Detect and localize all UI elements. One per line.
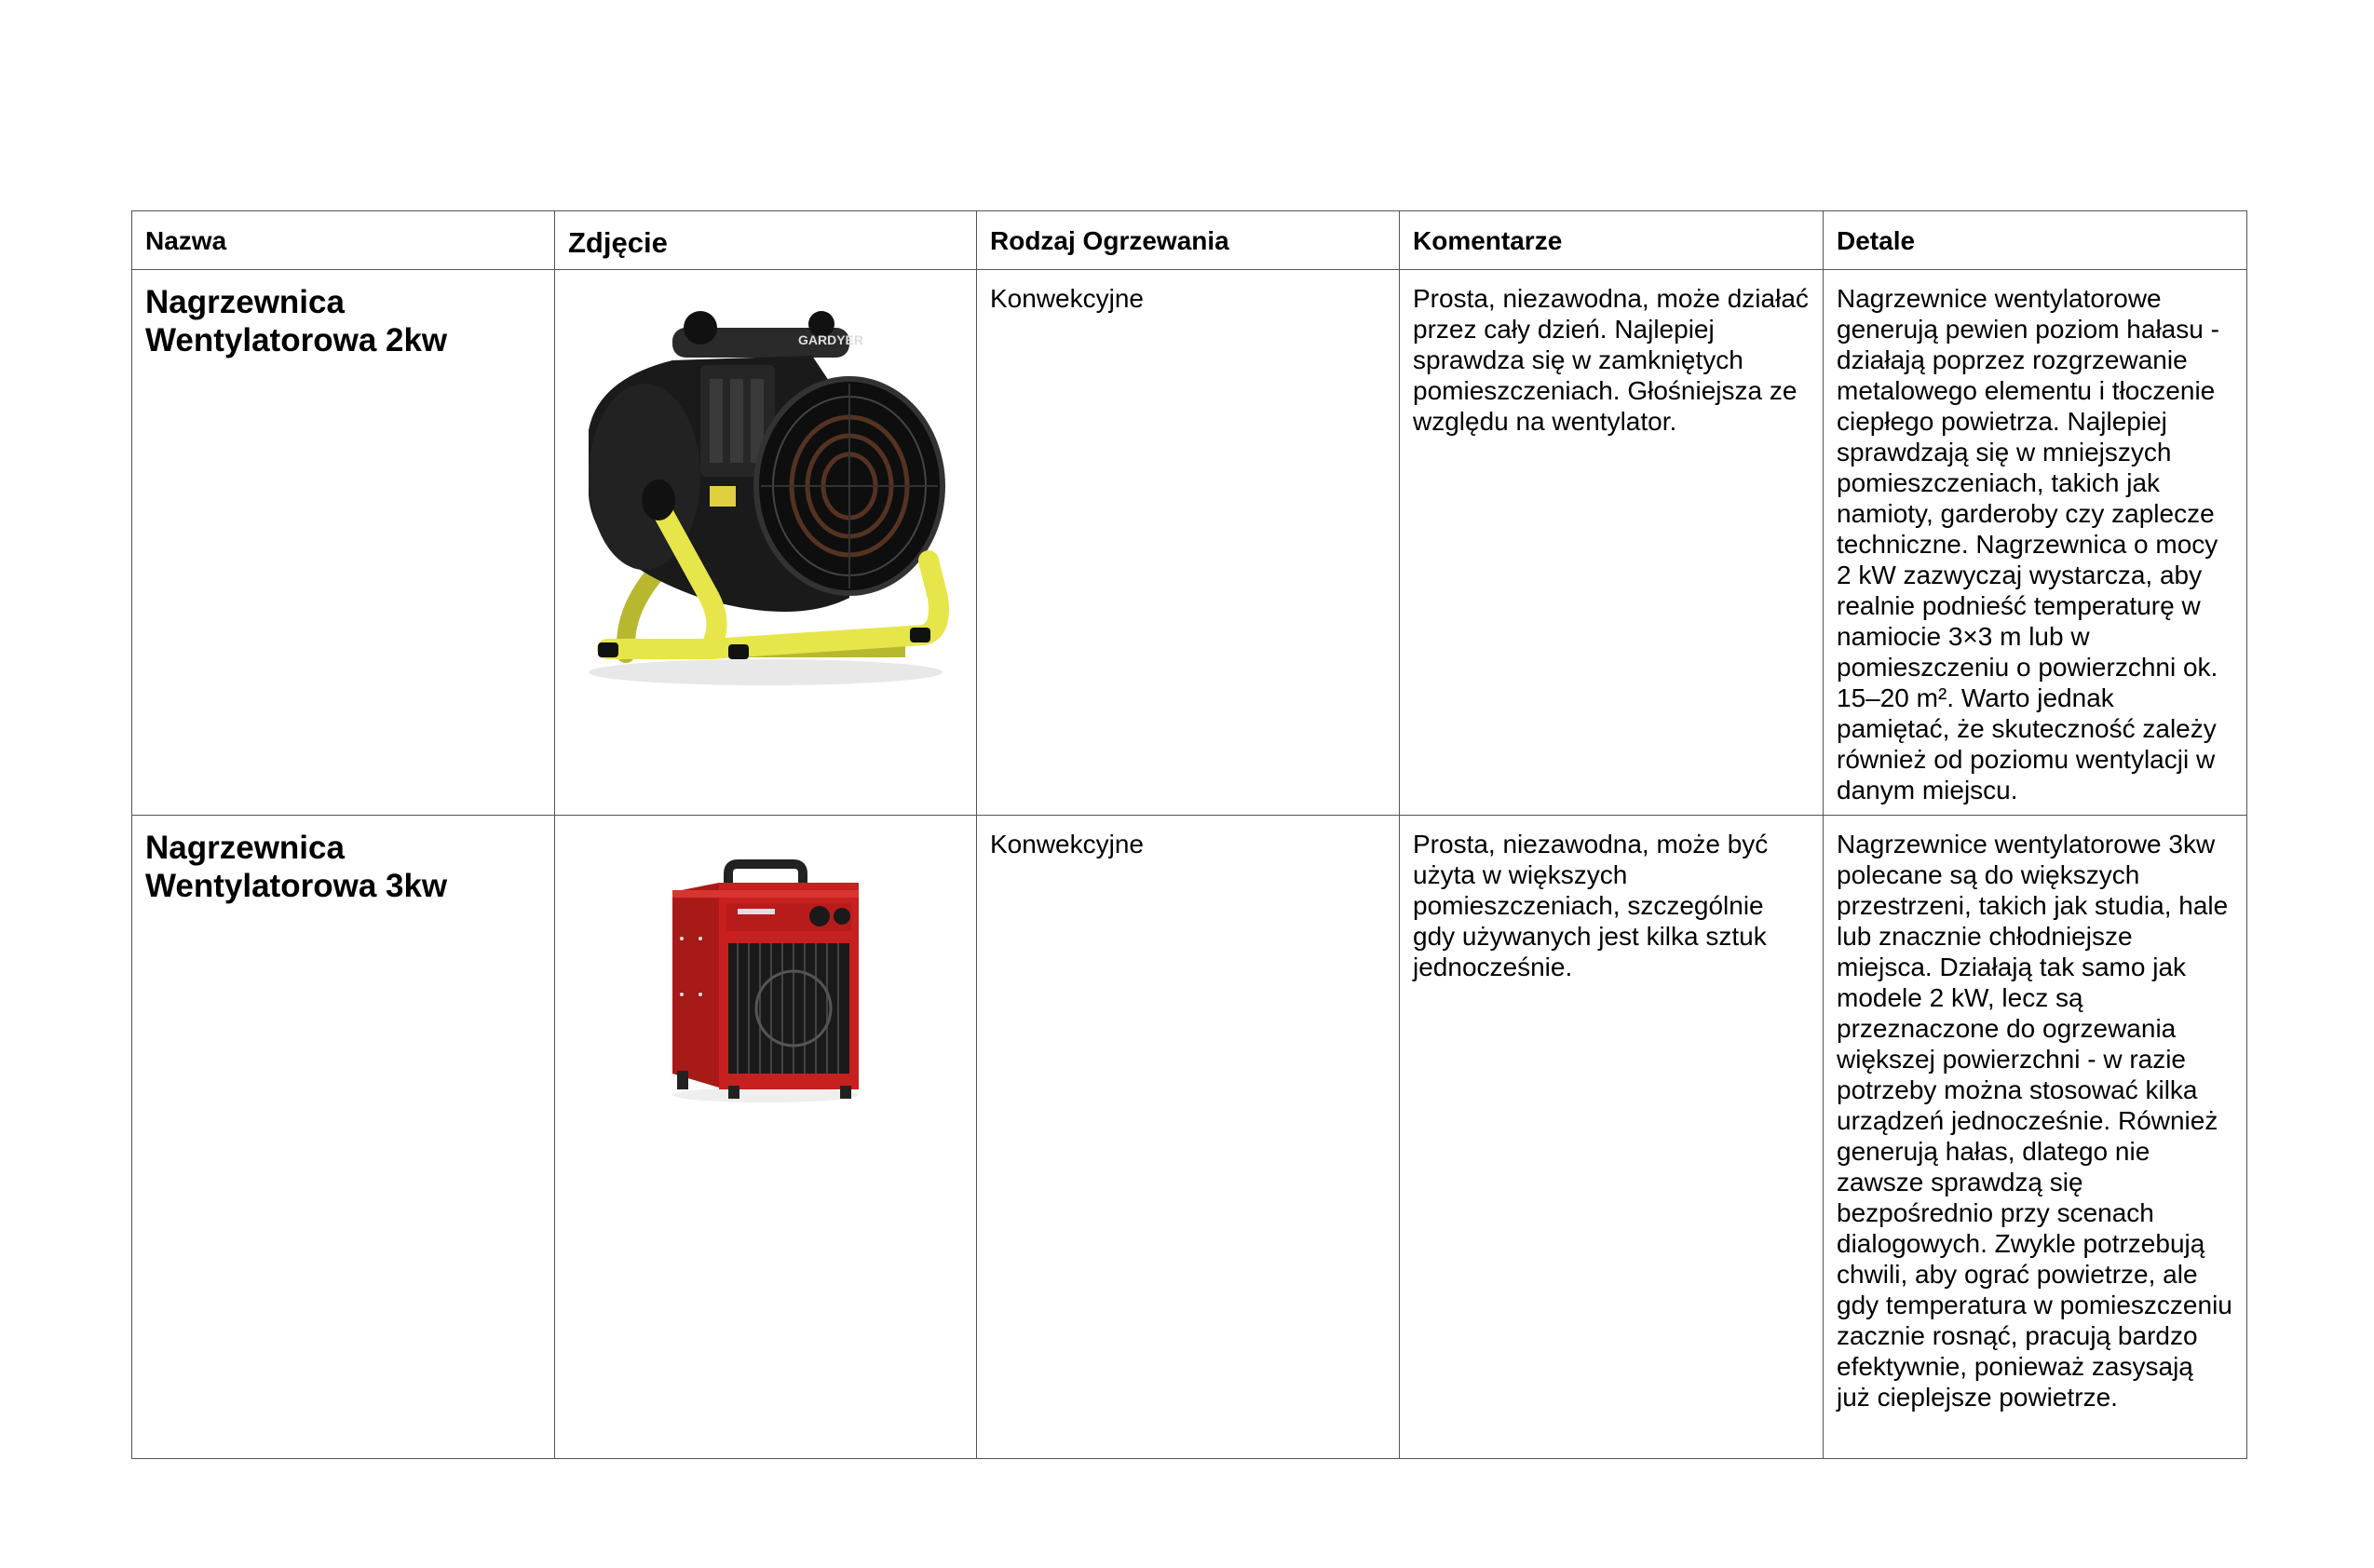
header-details: Detale: [1824, 211, 2247, 270]
header-row: [132, 211, 2247, 270]
header-heating-type: Rodzaj Ogrzewania: [977, 211, 1400, 270]
fan-heater-box-icon: [663, 855, 868, 1106]
cell-comments: Prosta, niezawodna, może być użyta w większych pomieszczeniach, szczególnie gdy używanych jest kilka sztuk jednocześnie.: [1400, 816, 1824, 1459]
table-row: [132, 816, 2247, 1459]
header-name: Nazwa: [132, 211, 555, 270]
cell-name: Nagrzewnica Wentylatorowa 2kw: [132, 270, 555, 816]
header-photo: Zdjęcie: [555, 211, 977, 270]
cell-heating-type: Konwekcyjne: [977, 816, 1400, 1459]
brand-label: GARDYER: [798, 332, 864, 347]
cell-photo: [555, 270, 977, 816]
cell-details: Nagrzewnice wentylatorowe 3kw polecane są do większych przestrzeni, takich jak studia, hale lub znacznie chłodniejsze miejsca. Działają tak samo jak modele 2 kW, lecz są przeznaczone do ogrzewania większej powierzchni - w razie potrzeby można stosować kilka urządzeń jednocześnie. Również generują hałas, dlatego nie zawsze sprawdzą się bezpośrednio przy scenach dialogowych. Zwykle potrzebują chwili, aby ograć powietrze, ale gdy temperatura w pomieszczeniu zacznie rosnąć, pracują bardzo efektywnie, ponieważ zasysają już cieplejsze powietrze.: [1824, 816, 2247, 1459]
header-comments: Komentarze: [1400, 211, 1824, 270]
cell-heating-type: Konwekcyjne: [977, 270, 1400, 816]
fan-heater-round-icon: [570, 291, 961, 700]
cell-comments: Prosta, niezawodna, może działać przez cały dzień. Najlepiej sprawdza się w zamkniętych pomieszczeniach. Głośniejsza ze względu na wentylator.: [1400, 270, 1824, 816]
table-row: [132, 270, 2247, 816]
comparison-table: [131, 210, 2247, 1459]
cell-details: Nagrzewnice wentylatorowe generują pewien poziom hałasu - działają poprzez rozgrzewanie metalowego elementu i tłoczenie ciepłego powietrza. Najlepiej sprawdzają się w mniejszych pomieszczeniach, takich jak namioty, garderoby czy zaplecze techniczne. Nagrzewnica o mocy 2 kW zazwyczaj wystarcza, aby realnie podnieść temperaturę w namiocie 3×3 m lub w pomieszczeniu o powierzchni ok. 15–20 m². Warto jednak pamiętać, że skuteczność zależy również od poziomu wentylacji w danym miejscu.: [1824, 270, 2247, 816]
cell-name: Nagrzewnica Wentylatorowa 3kw: [132, 816, 555, 1459]
cell-photo: [555, 816, 977, 1459]
